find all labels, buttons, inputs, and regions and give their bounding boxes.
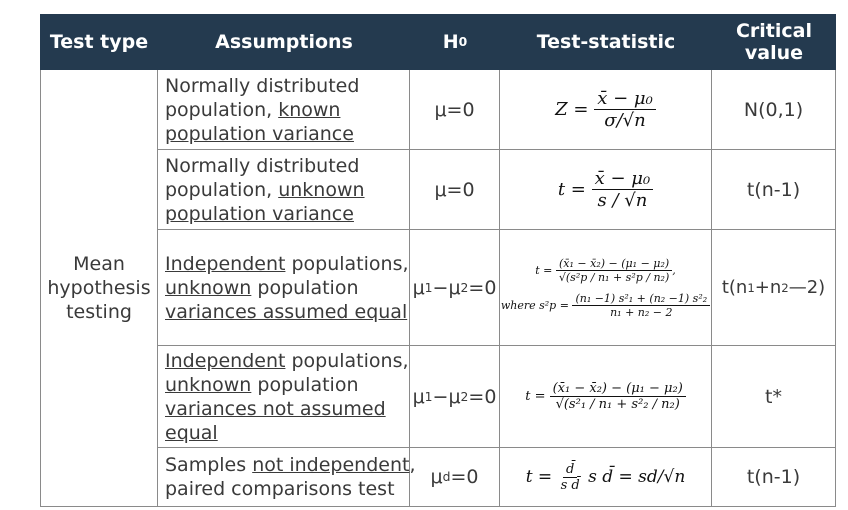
row3-h0 [410,230,500,346]
welch-lhs: t = [525,389,546,404]
row3-a-t2: unknown [165,276,252,299]
row4-h0-p2: −μ [432,385,461,408]
row2-formula [500,150,712,230]
paired-num: d̄ [563,462,577,478]
row4-formula [500,346,712,448]
row1-formula [500,70,712,150]
row1-critical: N(0,1) [712,70,836,150]
row3-h0-p4: =0 [468,276,497,299]
row5-h0-p1: d [442,470,451,484]
row4-a-l2 [165,373,409,397]
pooled-frac2 [572,292,710,319]
row4-assumptions [158,346,410,448]
row3-a-t3: population [251,276,359,299]
row5-critical: t(n-1) [712,448,836,507]
row3-h0-p3: 2 [460,280,469,295]
row2-a-t1: population, [165,178,279,201]
z-den: σ/√n [604,110,646,131]
row4-a-t0: Independent [165,349,286,372]
test-type-line1: Mean [73,253,125,275]
row4-h0-p3: 2 [460,389,469,404]
critical-line1: Critical [735,20,813,42]
row3-a-t4: variances assumed equal [165,300,408,323]
row3-critical [712,230,836,346]
pooled-line2 [501,292,710,319]
h0-sub: 0 [458,35,468,49]
row5-assumptions [158,448,416,507]
row1-a-l3 [165,122,359,146]
row1-a-t1: population, [165,98,279,121]
paired-frac [558,462,583,493]
welch-frac [550,381,686,412]
test-type-line2: hypothesis [47,277,151,299]
pooled-frac [556,257,672,284]
row2-a-l1: Normally distributed [165,154,360,177]
row1-a-l2 [165,98,359,122]
row5-a-t1: not independent [252,454,410,476]
paired-lhs: t = [525,467,553,487]
row3-h0-p1: 1 [424,280,433,295]
row5-a-l2 [165,477,416,501]
pooled-tail: , [672,263,676,277]
row4-a-t1: populations, [285,349,409,372]
row3-a-t1: populations, [285,252,409,275]
header-assumptions: Assumptions [158,14,410,70]
row5-formula [500,448,712,507]
row2-a-t3: population variance [165,202,354,225]
row3-a-l2 [165,276,409,300]
row4-a-l3 [165,397,409,421]
row5-a-t2: , [409,454,416,476]
pooled-den2: n₁ + n₂ − 2 [610,305,673,319]
row4-a-l4 [165,421,409,445]
row3-crit-p2: +n [754,277,782,298]
test-type-line3: testing [66,301,132,323]
row3-a-l1 [165,252,409,276]
row3-crit-p0: t(n [721,277,748,298]
welch-den: √(s²₁ / n₁ + s²₂ / n₂) [555,397,680,412]
row5-h0-p2: =0 [450,466,479,488]
row4-h0-p1: 1 [424,389,433,404]
row1-h0: μ=0 [410,70,500,150]
row4-h0-p4: =0 [468,385,497,408]
paired-rhs: s d̄ = sd/√n [588,467,686,487]
pooled-den: √(s²p / n₁ + s²p / n₂) [558,270,670,284]
row3-formula [500,230,712,346]
row3-crit-p1: 1 [747,280,755,295]
row3-crit-p4: —2) [788,277,826,298]
row4-h0 [410,346,500,448]
row2-h0: μ=0 [410,150,500,230]
pooled-where: where s²p = [500,298,569,312]
row5-h0-p0: μ [430,466,443,488]
row4-a-t4: variances not assumed [165,397,386,420]
hypothesis-table [40,14,836,510]
row3-assumptions [158,230,410,346]
h0-label: H [442,31,459,53]
row2-a-l3 [165,202,365,226]
row1-a-t3: population variance [165,122,354,145]
row4-h0-p0: μ [412,385,425,408]
row3-crit-p3: 2 [781,280,789,295]
t1-den: s / √n [597,190,648,211]
row1-a-t2: known [278,98,341,121]
row2-a-l2 [165,178,365,202]
row5-h0 [410,448,500,507]
row4-critical: t* [712,346,836,448]
row3-h0-p2: −μ [432,276,461,299]
row2-critical: t(n-1) [712,150,836,230]
row1-assumptions [158,70,410,150]
row3-h0-p0: μ [412,276,425,299]
z-lhs: Z = [555,99,589,120]
row3-a-l3 [165,300,409,324]
t1-frac [592,168,654,211]
row5-a-l1 [165,453,416,477]
paired-den: s d̄ [560,477,580,493]
t1-lhs: t = [557,179,586,200]
pooled-num2: (n₁ −1) s²₁ + (n₂ −1) s²₂ [572,292,710,306]
row4-a-t2: unknown [165,373,252,396]
welch-num: (x̄₁ − x̄₂) − (μ₁ − μ₂) [550,381,686,397]
z-frac [594,88,656,131]
row3-a-t0: Independent [165,252,286,275]
row4-a-l1 [165,349,409,373]
row1-a-l1: Normally distributed [165,74,360,97]
row2-a-t2: unknown [278,178,365,201]
header-h0 [410,14,500,70]
pooled-line1 [535,257,676,284]
header-critical-value [712,14,836,70]
test-type-cell [40,70,158,507]
header-test-type: Test type [40,14,158,70]
row4-a-t5: equal [165,421,218,444]
row2-assumptions [158,150,410,230]
t1-num: x̄ − μ₀ [592,168,654,190]
z-num: x̄ − μ₀ [594,88,656,110]
pooled-num: (x̄₁ − x̄₂) − (μ₁ − μ₂) [556,257,672,271]
header-test-statistic: Test-statistic [500,14,712,70]
row4-a-t3: population [251,373,359,396]
row5-a-t3: paired comparisons test [165,478,395,500]
critical-line2: value [744,42,804,64]
row5-a-t0: Samples [165,454,253,476]
pooled-lhs: t = [535,263,553,277]
